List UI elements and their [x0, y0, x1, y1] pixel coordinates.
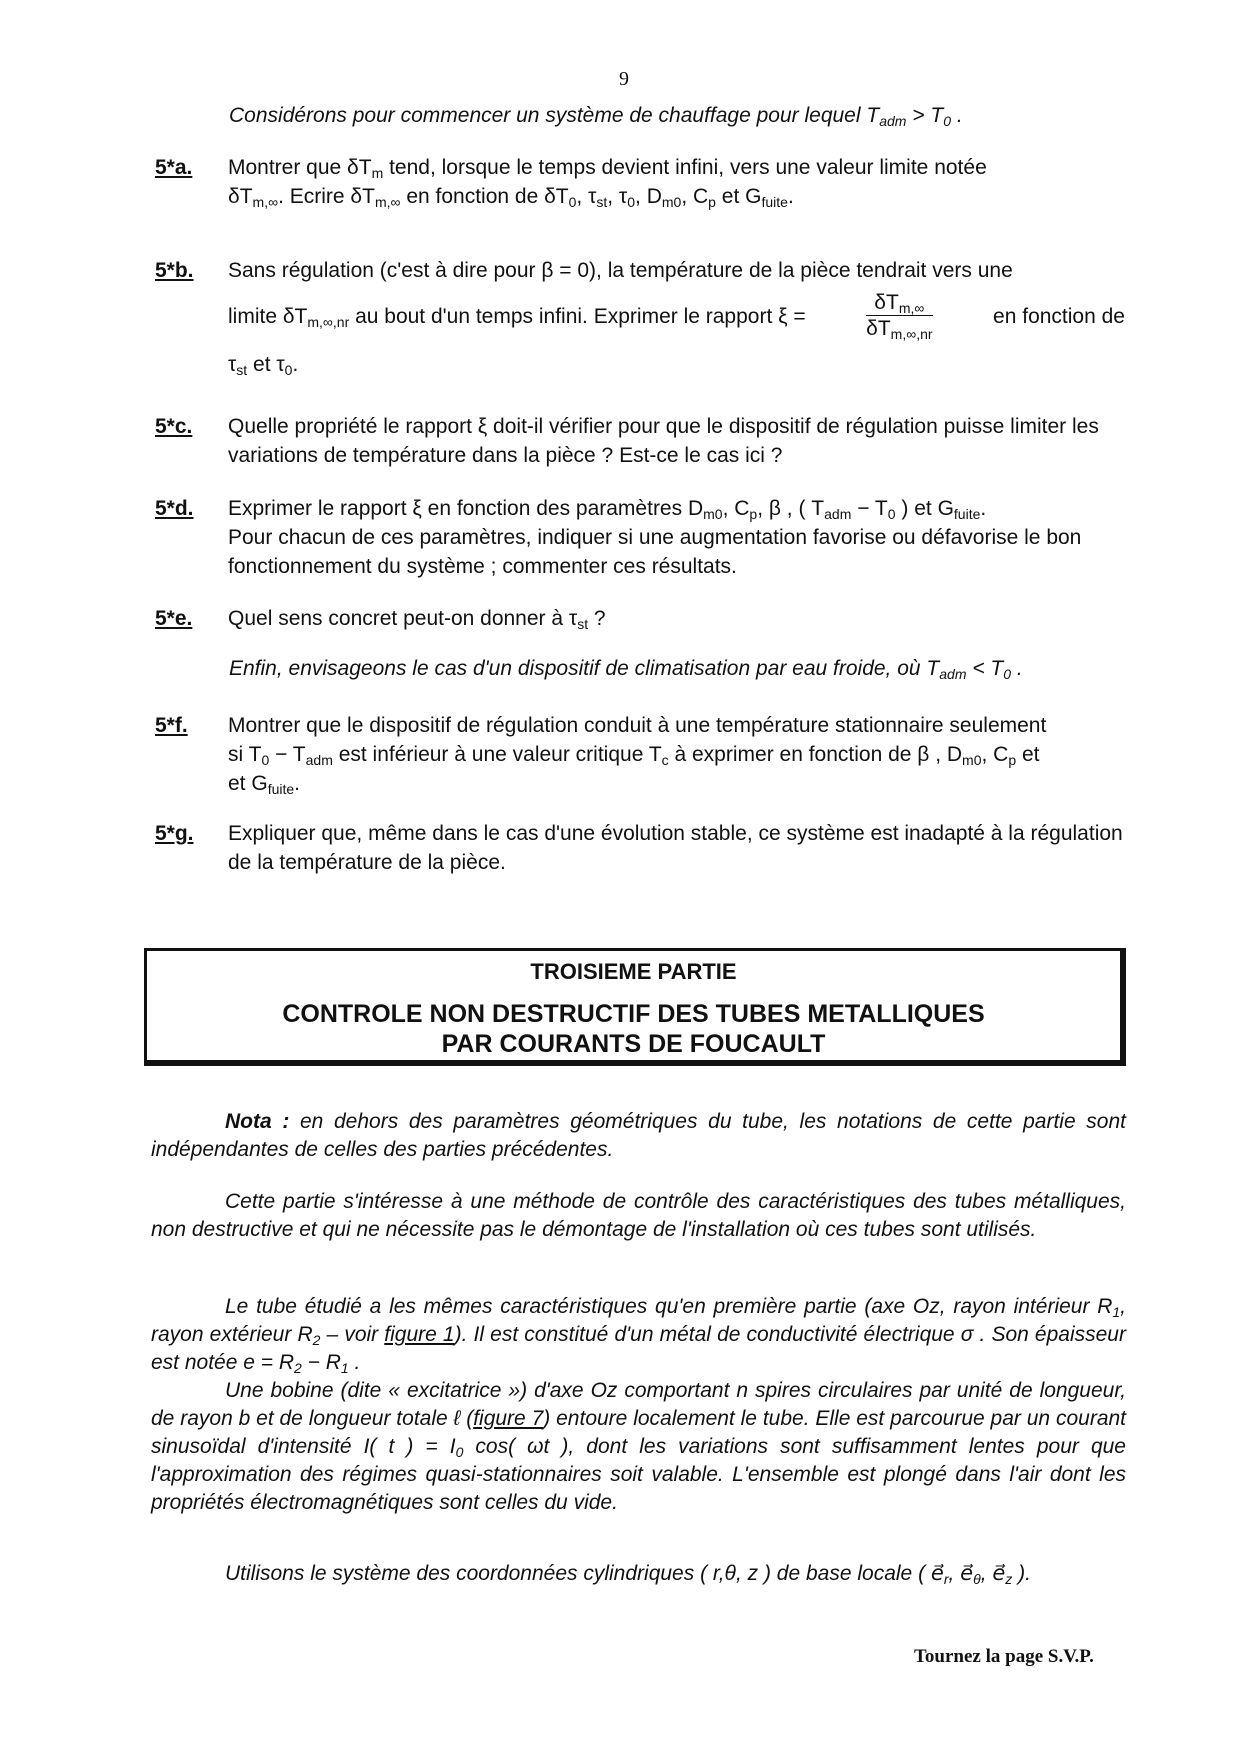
- page-number: 9: [619, 68, 629, 90]
- question-5f: 5*f. Montrer que le dispositif de régulation conduit à une température stationnaire seulement si $T_0 - T_{adm}$ est inférieur à une valeur critique $T_c$ à exprimer en fonction de β , $D_{m0}$, $C_p$ et et $G_{fuite}$.: [155, 711, 1125, 798]
- question-label: 5*f.: [155, 714, 188, 737]
- intro-cooling: Enfin, envisageons le cas d'un dispositif de climatisation par eau froide, où $T_{adm} < T_0$ .: [229, 657, 1023, 682]
- part-heading-box: [144, 948, 1126, 1066]
- question-5a: 5*a. Montrer que $\delta T_m$ tend, lorsque le temps devient infini, vers une valeur limite notée $\delta T_{m,\infty}$. Ecrire $\delta T_{m,\infty}$ en fonction de $\delta T_0$, $\tau_{st}$, $\tau_0$, $D_{m0}$, $C_p$ et $G_{fuite}$.: [155, 153, 1125, 211]
- figure-7-link[interactable]: figure 7: [473, 1407, 544, 1430]
- paragraph-tube: Le tube étudié a les mêmes caractéristiques qu'en première partie (axe Oz, rayon intérieur $R_1$, rayon extérieur $R_2$ – voir figure 1). Il est constitué d'un métal de conductivité électrique σ . Son épaisseur est notée $e = R_2 - R_1$ .: [151, 1295, 1126, 1376]
- paragraph-intro: Cette partie s'intéresse à une méthode de contrôle des caractéristiques des tubes métalliques, non destructive et qui ne nécessite pas le démontage de l'installation où ces tubes sont utilisés.: [151, 1190, 1126, 1241]
- nota-paragraph: Nota : en dehors des paramètres géométriques du tube, les notations de cette partie sont indépendantes de celles des parties précédentes.: [151, 1110, 1126, 1161]
- question-5e: 5*e. Quel sens concret peut-on donner à $\tau_{st}$ ?: [155, 604, 1125, 633]
- question-5g: 5*g. Expliquer que, même dans le cas d'une évolution stable, ce système est inadapté à la régulation de la température de la pièce.: [155, 819, 1125, 877]
- question-5b: 5*b. Sans régulation (c'est à dire pour β = 0), la température de la pièce tendrait vers une limite $\delta T_{m,\infty,nr}$ au bout d'un temps infini. Exprimer le rapport ξ = $\frac{\delta T_{m,\infty}}{\delta T_{m,\infty,nr}}$ en fonction de $\tau_{st}$ et $\tau_0$.: [155, 256, 1125, 379]
- question-label: 5*g.: [155, 822, 194, 845]
- part-subtitle: CONTROLE NON DESTRUCTIF DES TUBES METALLIQUES PAR COURANTS DE FOUCAULT: [282, 1000, 985, 1058]
- paragraph-coordinates: Utilisons le système des coordonnées cylindriques ( r,θ, z ) de base locale ( $e⃗_r$, $e⃗_\theta$, $e⃗_z$ ).: [225, 1562, 1031, 1587]
- question-label: 5*e.: [155, 607, 193, 630]
- intro-heating: Considérons pour commencer un système de chauffage pour lequel $T_{adm} > T_0$ .: [229, 104, 963, 129]
- question-label: 5*c.: [155, 415, 193, 438]
- nota-label: Nota :: [225, 1110, 290, 1133]
- question-5d: 5*d. Exprimer le rapport ξ en fonction des paramètres $D_{m0}$, $C_p$, β , ( $T_{adm} - T_0$ ) et $G_{fuite}$. Pour chacun de ces paramètres, indiquer si une augmentation favorise ou défavorise le bon fonctionnement du système ; commenter ces résultats.: [155, 494, 1125, 581]
- part-title: TROISIEME PARTIE: [530, 959, 737, 984]
- footer-turn-page: Tournez la page S.V.P.: [914, 1646, 1094, 1667]
- paragraph-coil: Une bobine (dite « excitatrice ») d'axe Oz comportant n spires circulaires par unité de longueur, de rayon b et de longueur totale ℓ (figure 7) entoure localement le tube. Elle est parcourue par un courant sinusoïdal d'intensité I( t ) = $I_0$ cos( ωt ), dont les variations sont suffisamment lentes pour que l'approximation des régimes quasi-stationnaires soit valable. L'ensemble est plongé dans l'air dont les propriétés électromagnétiques sont celles du vide.: [151, 1379, 1127, 1514]
- figure-1-link[interactable]: figure 1: [384, 1323, 455, 1346]
- question-5c: 5*c. Quelle propriété le rapport ξ doit-il vérifier pour que le dispositif de régulation puisse limiter les variations de température dans la pièce ? Est-ce le cas ici ?: [155, 412, 1125, 470]
- question-label: 5*d.: [155, 497, 194, 520]
- question-label: 5*b.: [155, 259, 194, 282]
- ratio-fraction: $\frac{\delta T_{m,\infty}}{\delta T_{m,\infty,nr}}$: [866, 291, 933, 342]
- question-label: 5*a.: [155, 156, 193, 179]
